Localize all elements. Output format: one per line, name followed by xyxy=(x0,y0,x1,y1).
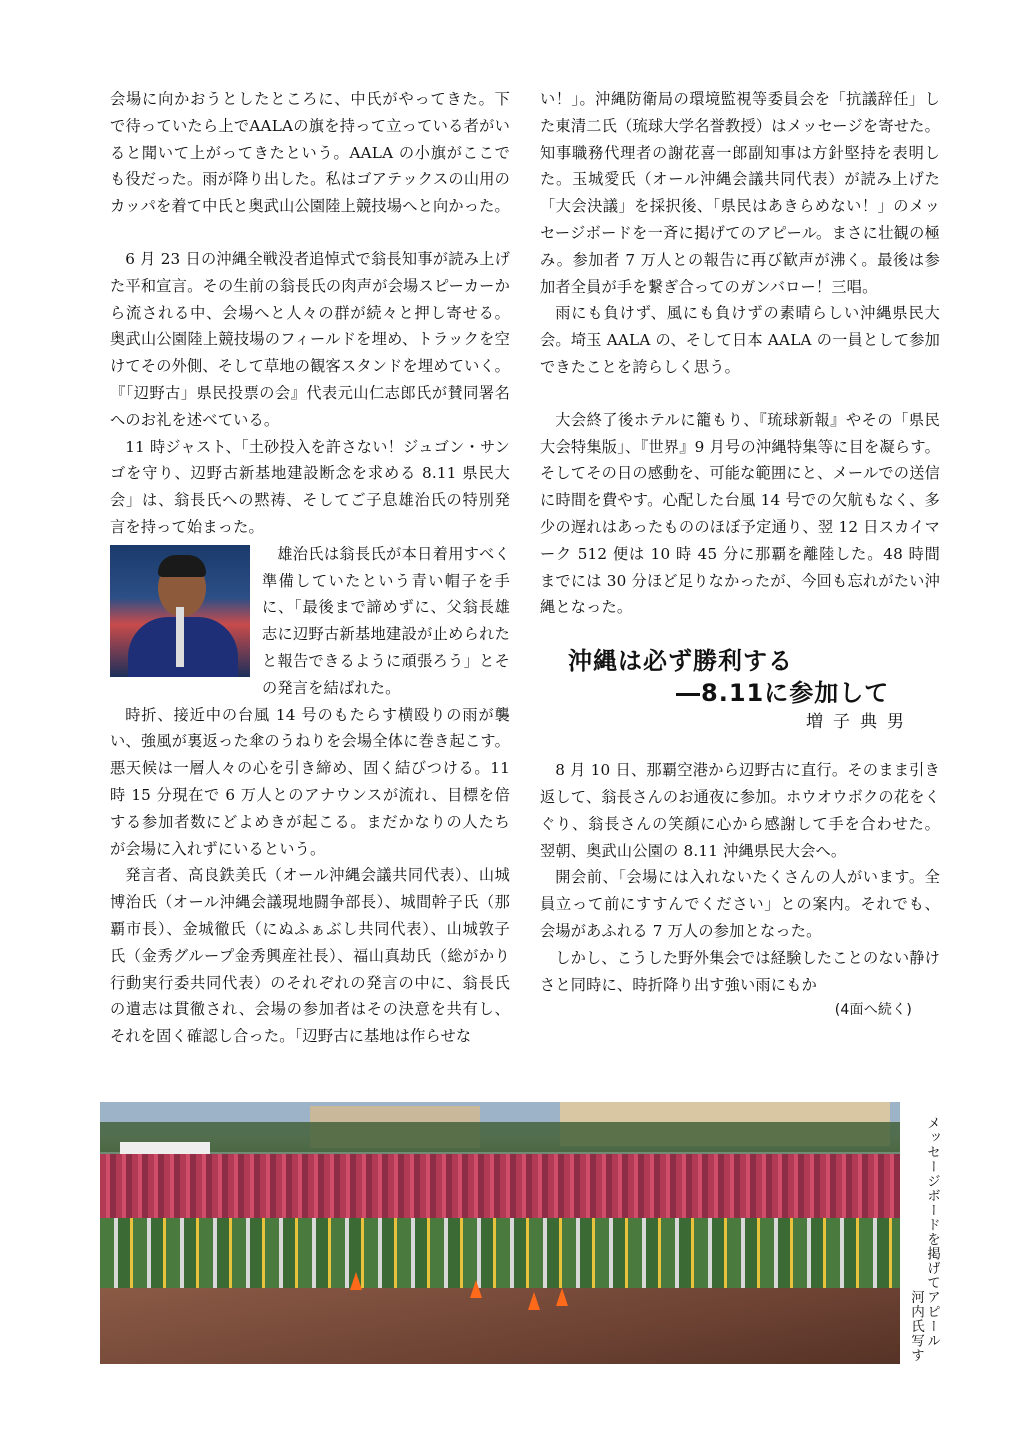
paragraph: 8 月 10 日、那覇空港から辺野古に直行。そのまま引き返して、翁長さんのお通夜に参加。ホウオウボクの花をくぐり、翁長さんの笑顔に心から感謝して手を合わせた。翌朝、奥武山公園の 8.11 沖縄県民大会へ。 xyxy=(540,761,940,860)
photo-credit: 河内氏写す xyxy=(908,1290,924,1363)
paragraph: 6 月 23 日の沖縄全戦没者追悼式で翁長知事が読み上げた平和宣言。その生前の翁長氏の肉声が会場スピーカーから流される中、会場へと人々の群が続々と押し寄せる。奥武山公園陸上競技場のフィールドを埋め、トラックを空けてその外側、そして草地の観客スタンドを埋めていく。『「辺野古」県民投票の会』代表元山仁志郎氏が賛同署名へのお礼を述べている。 xyxy=(110,249,510,429)
right-column xyxy=(540,86,940,1022)
article-subtitle: ―8.11に参加して xyxy=(676,679,890,708)
paragraph: 雄治氏は翁長氏が本日着用すべく準備していたという青い帽子を手に、「最後まで諦めずに、父翁長雄志に辺野古新基地建設が止められたと報告できるように頑張ろう」とその発言を結ばれた。 xyxy=(262,544,510,697)
paragraph: 11 時ジャスト、「土砂投入を許さない！ジュゴン・サンゴを守り、辺野古新基地建設断念を求める 8.11 県民大会」は、翁長氏への黙祷、そしてご子息雄治氏の特別発言を持って始まった。 xyxy=(110,437,510,536)
paragraph: 時折、接近中の台風 14 号のもたらす横殴りの雨が襲い、強風が裏返った傘のうねりを会場全体に巻き起こす。悪天候は一層人々の心を引き締め、固く結びつける。11 時 15 分現在で 6 万人とのアナウンスが流れ、目標を倍する参加者数にどよめきが起こる。まだかなりの人たちが会場に入れずにいるという。 xyxy=(110,705,510,858)
paragraph: 開会前、「会場には入れないたくさんの人がいます。全員立って前にすすんでください」との案内。それでも、会場があふれる 7 万人の参加となった。 xyxy=(540,868,940,940)
continued-note: (4面へ続く) xyxy=(834,1002,912,1019)
article-author: 増子典男 xyxy=(806,712,914,733)
paragraph: 雨にも負けず、風にも負けずの素晴らしい沖縄県民大会。埼玉 AALA の、そして日本 AALA の一員として参加できたことを誇らしく思う。 xyxy=(540,304,940,376)
left-column xyxy=(110,86,510,1050)
rally-photo xyxy=(100,1102,900,1364)
article-heading xyxy=(540,645,940,735)
article-title: 沖縄は必ず勝利する xyxy=(568,647,793,676)
paragraph: 会場に向かおうとしたところに、中氏がやってきた。下で待っていたら上でAALAの旗を持って立っている者がいると聞いて上がってきたという。AALA の小旗がここでも役だった。雨が降り出した。私はゴアテックスの山用のカッパを着て中氏と奥武山公園陸上競技場へと向かった。 xyxy=(110,90,510,216)
photo-caption: メッセージボードを掲げてアピール xyxy=(924,1116,940,1348)
paragraph: しかし、こうした野外集会では経験したことのない静けさと同時に、時折降り出す強い雨にもか xyxy=(540,948,940,994)
paragraph: い！」。沖縄防衛局の環境監視等委員会を「抗議辞任」した東清二氏（琉球大学名誉教授）はメッセージを寄せた。知事職務代理者の謝花喜一郎副知事は方針堅持を表明した。玉城愛氏（オール沖縄会議共同代表）が読み上げた「大会決議」を採択後、「県民はあきらめない！」のメッセージボードを一斉に掲げてのアピール。まさに壮観の極み。参加者 7 万人との報告に再び歓声が沸く。最後は参加者全員が手を繋ぎ合ってのガンバロー！三唱。 xyxy=(540,90,940,296)
paragraph: 大会終了後ホテルに籠もり、『琉球新報』やその「県民大会特集版」、『世界』9 月号の沖縄特集等に目を凝らす。そしてその日の感動を、可能な範囲にと、メールでの送信に時間を費やす。心配した台風 14 号での欠航もなく、多少の遅れはあったもののほぼ予定通り、翌 12 日スカイマーク 512 便は 10 時 45 分に那覇を離陸した。48 時間までには 30 分ほど足りなかったが、今回も忘れがたい沖縄となった。 xyxy=(540,410,940,617)
paragraph: 発言者、高良鉄美氏（オール沖縄会議共同代表）、山城博治氏（オール沖縄会議現地闘争部長）、城間幹子氏（那覇市長）、金城徹氏（にぬふぁぶし共同代表）、山城敦子氏（金秀グループ金秀興産社長）、福山真劫氏（総がかり行動実行委共同代表）のそれぞれの発言の中に、翁長氏の遺志は貫徹され、会場の参加者はその決意を共有し、それを固く確認し合った。「辺野古に基地は作らせな xyxy=(110,866,510,1046)
speaker-photo xyxy=(110,545,250,677)
